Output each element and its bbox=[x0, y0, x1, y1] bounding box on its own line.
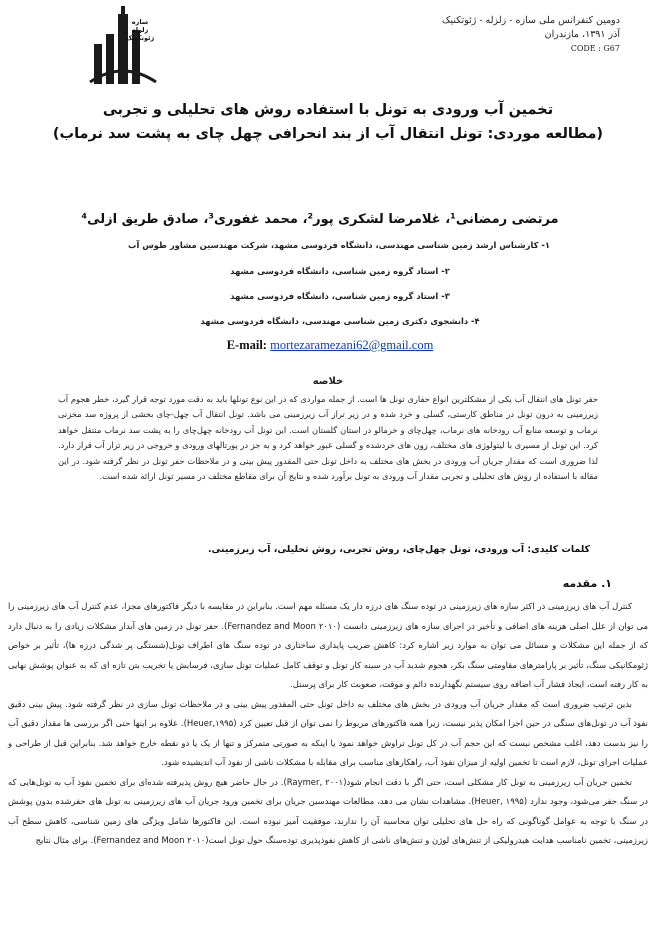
abstract-text: حفر تونل های انتقال آب یکی از مشکلترین انواع حفاری تونل ها است. از جمله مواردی که در این نوع تونلها باید به دقت مورد توجه قرار گیرد، خطر هجوم آب زیرزمینی به درون تونل در مناطق کارستی، گسلی و خرد شده و در زیر تراز آب زیرزمینی می باشد. تونل انتقال آب چهل-چای بخشی از پروژه سد مخزنی نرماب و توسعه منابع آب رودخانه های نرماب، چهل‌چای و خرمالو در استان گلستان است. این تونل آب رودخانه چهل‌چای را به پشت سد نرماب منتقل خواهد کرد. این تونل از مسیری با لیتولوژی های مختلف، زون های خردشده و گسلی عبور خواهد کرد و به جز در پورتالهای ورودی و خروجی در زیر تراز آب قرار دارد. لذا ضروری است که مقدار جریان آب ورودی در بخش های مختلف به داخل تونل حتی المقدور پیش بینی و در ملاحظات حفر تونل در نظر گرفته شود. در این مقاله با استفاده از روش های تحلیلی و تجربی مقدار آب ورودی به تونل برآورد شده و نتایج آن برای مقاطع مختلف در مسیر تونل ارائه شده است. bbox=[58, 394, 598, 482]
paragraph: کنترل آب های زیرزمینی در اکثر سازه های زیرزمینی در توده سنگ های درزه دار یک مسئله مهم است. بنابراین در مقایسه با دیگر فاکتورهای مجزا، عدم کنترل آب های زیرزمینی را می توان از علل اصلی هزینه های اضافی و تأخیر در اجرای سازه های زیرزمینی دانست (Fernandez and Moon ۲۰۱۰). حفر تونل در زمین های آبدار مشکلات زیادی را به دنبال دارد که از جمله این مشکلات و مسائل می توان به موارد زیر اشاره کرد: کاهش ضریب پایداری ساختاری در توده سنگ های اطراف تونل(شستگی پر شدگی درزه ها)، تأثیر بر خواص ژئومکانیکی سنگ، تأثیر بر پارامترهای مقاومتی سنگ بکر، هجوم شدید آب در سینه کار تونل و توقف کامل عملیات تونل سازی، فرسایش یا تخریب بتن تازه ای که به عنوان پوشش نهایی به کار رفته است، ایجاد فشار آب اضافه روی سیستم نگهدارنده دائم و موقت، صعوبت کار برای پرسنل. bbox=[8, 601, 649, 689]
affiliation-2: ۲- استاد گروه زمین شناسی، دانشگاه فردوسی مشهد bbox=[230, 266, 450, 276]
affiliation-1: ۱- کارشناس ارشد زمین شناسی مهندسی، دانشگاه فردوسی مشهد، شرکت مهندسین مشاور طوس آب bbox=[128, 240, 550, 250]
conference-name: دومین کنفرانس ملی سازه - زلزله - ژئوتکنیک bbox=[442, 15, 620, 26]
conference-date-place: آذر ۱۳۹۱، مازندران bbox=[544, 29, 620, 40]
introduction-body bbox=[8, 597, 648, 851]
logo-text-2: زلزله bbox=[131, 26, 149, 34]
paragraph: بدین ترتیب ضروری است که مقدار جریان آب ورودی در بخش های مختلف به داخل تونل حتی المقدور پیش بینی و در ملاحظات تونل سازی در نظر گرفته شود. پیش بینی دقیق نفوذ آب در تونل‌های سنگی در حین اجرا امکان پذیر نیست، زیرا همه فاکتورهای مربوط را نمی توان از قبل تعیین کرد (Heuer,۱۹۹۵). علاوه بر اینها حتی اگر بررسی ها مقدار دقیق آب را نیز بدست دهد، اغلب مشخص نیست که این حجم آب در کل تونل تراوش خواهد نمود یا اینکه به صورتی متمرکز و تنها از یک یا دو نقطه خارج خواهد شد. بنابراین قبل از طراحی و عملیات اجرای تونل، لازم است تا تخمین اولیه از میزان نفوذ آب، راهکارهای مناسب برای مقابله با مشکلات ناشی از نفوذ آب اندیشیده شود. bbox=[8, 698, 648, 767]
author-list: مرتضی رمضانی¹، غلامرضا لشکری پور²، محمد غفوری³، صادق طریق ازلی⁴ bbox=[81, 212, 559, 227]
abstract-heading: خلاصه bbox=[312, 376, 344, 387]
logo-icon bbox=[88, 4, 158, 86]
email-label: E-mail: bbox=[226, 338, 267, 352]
title-line-2: (مطالعه موردی: تونل انتقال آب از بند انحرافی چهل چای به پشت سد نرماب) bbox=[52, 126, 604, 142]
keywords: کلمات کلیدی: آب ورودی، تونل چهل‌چای، روش تجربی، روش تحلیلی، آب زیرزمینی. bbox=[207, 544, 590, 555]
affiliation-4: ۴- دانشجوی دکتری زمین شناسی مهندسی، دانشگاه فردوسی مشهد bbox=[200, 316, 480, 326]
affiliation-3: ۳- استاد گروه زمین شناسی، دانشگاه فردوسی مشهد bbox=[230, 291, 450, 301]
paragraph: تخمین جریان آب زیرزمینی به تونل کار مشکلی است، حتی اگر با دقت انجام شود(Raymer, ۲۰۰۱). در حال حاضر هیچ روش پذیرفته شده‌ای برای تخمین نفوذ آب به تونل‌هایی که در سنگ حفر می‌شود، وجود ندارد (Heuer, ۱۹۹۵). مشاهدات نشان می دهد، مطالعات مهندسین جریان برای تخمین ورود جریان آب های زیرزمینی به تونل های حفرشده بدون پوشش در سنگ با توجه به عوامل گوناگونی که راه حل های تحلیلی توان محاسبه آن را ندارند، موفقیت آمیز نبوده است. این فاکتورها شامل ویژگی های زمین شناسی، کاهش سطح آب زیرزمینی، تخمین نامناسب هدایت هیدرولیکی از تنش‌های لوژن و تنش‌های ناشی از کاهش نفوذپذیری تودەسنگ حول تونل است(Fernandez and Moon ۲۰۱۰). برای مثال نتایج bbox=[8, 776, 648, 845]
email-line bbox=[140, 338, 520, 353]
logo-text-1: سازه bbox=[131, 18, 149, 26]
logo-text-3: ژئوتکنیک bbox=[125, 34, 155, 42]
email-link[interactable]: mortezaramezani62@gmail.com bbox=[270, 338, 434, 352]
conference-logo bbox=[88, 4, 158, 86]
section-heading-introduction: ۱. مقدمه bbox=[562, 577, 612, 590]
conference-header bbox=[420, 14, 620, 56]
paper-title bbox=[20, 98, 636, 146]
paper-code: CODE : G67 bbox=[570, 44, 620, 53]
title-line-1: تخمین آب ورودی به تونل با استفاده روش های تحلیلی و تجربی bbox=[102, 102, 554, 118]
